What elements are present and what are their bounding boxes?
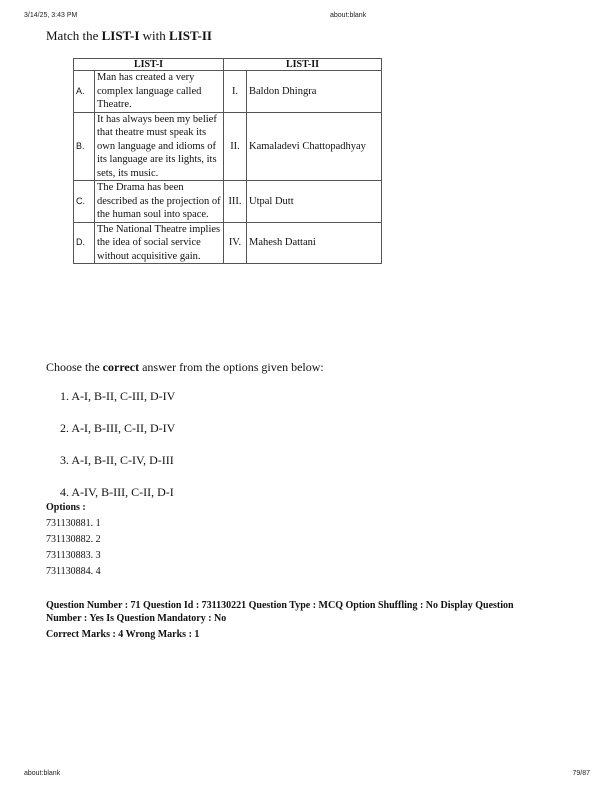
option-id-1: 731130881. 1 — [46, 518, 101, 529]
list2-item: Utpal Dutt — [247, 181, 382, 223]
table-header-row — [74, 59, 382, 71]
question-marks: Correct Marks : 4 Wrong Marks : 1 — [46, 629, 200, 640]
option-id-2: 731130882. 2 — [46, 534, 101, 545]
question-title: Match the LIST-I with LIST-II — [46, 28, 212, 43]
list2-ref: LIST-II — [169, 28, 212, 43]
list2-item: Mahesh Dattani — [247, 222, 382, 264]
row-letter: A. — [74, 71, 95, 113]
table-row — [74, 71, 382, 113]
list1-item: It has always been my belief that theatre must speak its own language and idioms of its language are its lights, its sets, its music. — [95, 112, 224, 181]
list1-item: The National Theatre implies the idea of social service without acquisitive gain. — [95, 222, 224, 264]
row-numeral: I. — [224, 71, 247, 113]
answer-option-2: 2. A-I, B-III, C-II, D-IV — [60, 421, 176, 435]
list1-header: LIST-I — [74, 59, 224, 71]
table-row — [74, 112, 382, 181]
match-table — [73, 58, 382, 264]
list2-item: Kamaladevi Chattopadhyay — [247, 112, 382, 181]
table-row — [74, 181, 382, 223]
option-id-3: 731130883. 3 — [46, 550, 101, 561]
table-row — [74, 222, 382, 264]
print-datetime: 3/14/25, 3:43 PM — [24, 12, 78, 19]
choose-instruction: Choose the correct answer from the options given below: — [46, 360, 324, 374]
row-numeral: III. — [224, 181, 247, 223]
answer-option-1: 1. A-I, B-II, C-III, D-IV — [60, 389, 176, 403]
options-label: Options : — [46, 502, 86, 513]
row-letter: B. — [74, 112, 95, 181]
option-id-4: 731130884. 4 — [46, 566, 101, 577]
question-meta-line-2: Number : Yes Is Question Mandatory : No — [46, 613, 227, 624]
answer-option-3: 3. A-I, B-II, C-IV, D-III — [60, 453, 174, 467]
row-letter: D. — [74, 222, 95, 264]
answer-option-4: 4. A-IV, B-III, C-II, D-I — [60, 485, 174, 499]
page-number: 79/87 — [572, 770, 590, 777]
footer-url: about:blank — [24, 770, 61, 777]
list2-header: LIST-II — [224, 59, 382, 71]
question-meta-line-1: Question Number : 71 Question Id : 731130221 Question Type : MCQ Option Shuffling : No Display Question — [46, 600, 514, 611]
list1-item: The Drama has been described as the projection of the human soul into space. — [95, 181, 224, 223]
row-letter: C. — [74, 181, 95, 223]
row-numeral: II. — [224, 112, 247, 181]
row-numeral: IV. — [224, 222, 247, 264]
print-url: about:blank — [330, 12, 367, 19]
list1-ref: LIST-I — [101, 28, 140, 43]
list2-item: Baldon Dhingra — [247, 71, 382, 113]
list1-item: Man has created a very complex language called Theatre. — [95, 71, 224, 113]
